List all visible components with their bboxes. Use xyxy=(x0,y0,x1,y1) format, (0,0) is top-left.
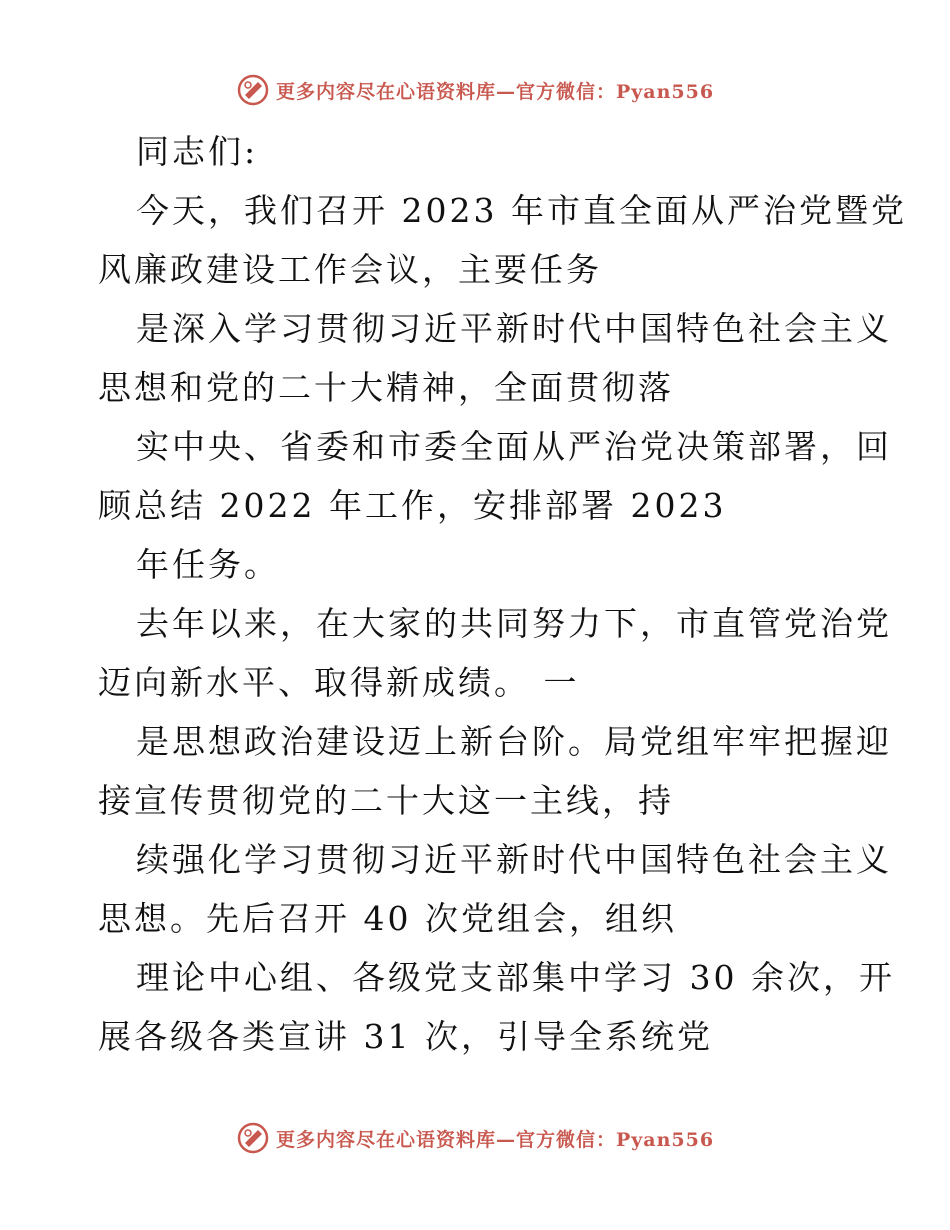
text-line: 年任务。 xyxy=(136,545,280,584)
text-line: 展各级各类宣讲 31 次，引导全系统党 xyxy=(98,1017,713,1056)
text-line: 思想。先后召开 40 次党组会，组织 xyxy=(98,899,677,938)
text-line: 实中央、省委和市委全面从严治党决策部署，回 xyxy=(136,427,892,466)
footer-watermark xyxy=(0,1118,950,1158)
document-body xyxy=(98,122,907,1066)
text-line: 风廉政建设工作会议，主要任务 xyxy=(98,250,602,289)
footer-watermark-text: 更多内容尽在心语资料库—官方微信：Pyan556 xyxy=(275,1128,715,1151)
text-line: 顾总结 2022 年工作，安排部署 2023 xyxy=(98,486,727,525)
watermark-logo-icon xyxy=(236,1121,270,1155)
text-line: 续强化学习贯彻习近平新时代中国特色社会主义 xyxy=(136,840,892,879)
watermark-logo-icon xyxy=(236,73,270,107)
text-line: 同志们: xyxy=(136,132,259,171)
text-line: 思想和党的二十大精神，全面贯彻落 xyxy=(98,368,674,407)
text-line: 理论中心组、各级党支部集中学习 30 余次，开 xyxy=(136,958,895,997)
text-line: 是深入学习贯彻习近平新时代中国特色社会主义 xyxy=(136,309,892,348)
text-line: 今天，我们召开 2023 年市直全面从严治党暨党 xyxy=(136,191,907,230)
text-line: 迈向新水平、取得新成绩。 一 xyxy=(98,663,580,702)
text-line: 是思想政治建设迈上新台阶。局党组牢牢把握迎 xyxy=(136,722,892,761)
text-line: 接宣传贯彻党的二十大这一主线，持 xyxy=(98,781,674,820)
text-line: 去年以来，在大家的共同努力下，市直管党治党 xyxy=(136,604,892,643)
header-watermark-text: 更多内容尽在心语资料库—官方微信：Pyan556 xyxy=(275,80,715,103)
header-watermark xyxy=(0,70,950,110)
